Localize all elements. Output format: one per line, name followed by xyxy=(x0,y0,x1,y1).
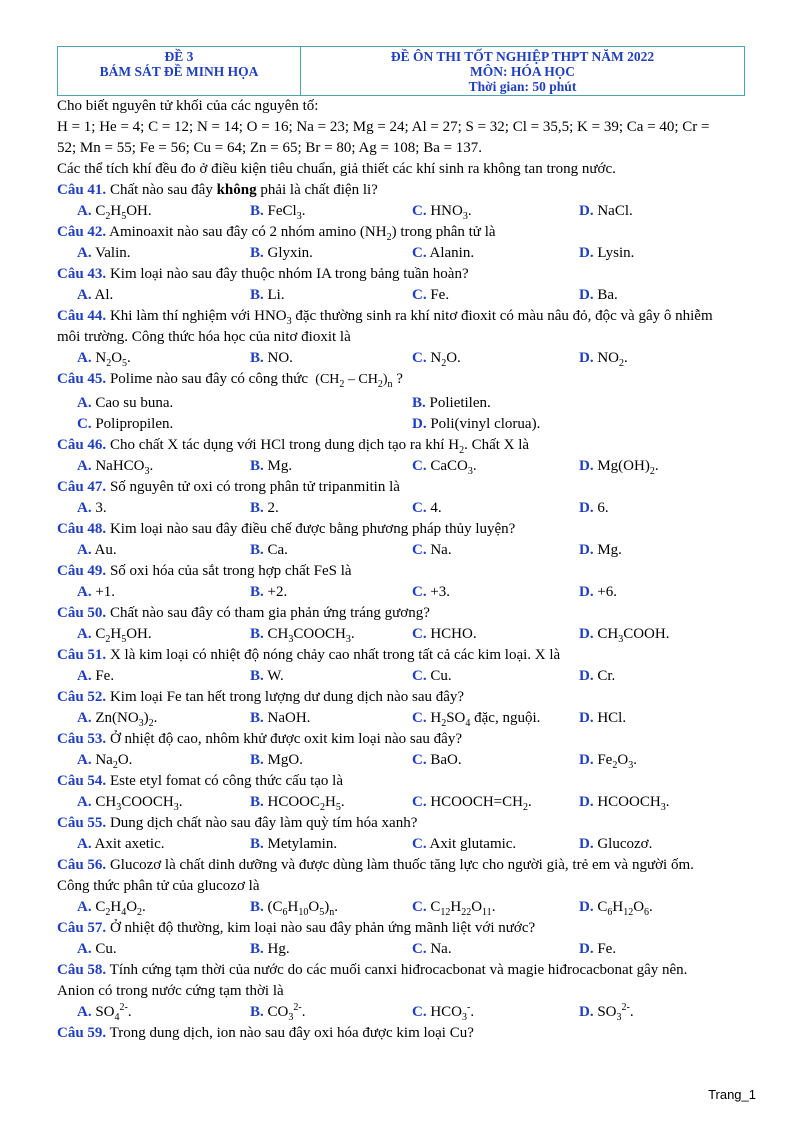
option-d: D. Poli(vinyl clorua). xyxy=(412,416,541,432)
intro-line: Các thể tích khí đều đo ở điều kiện tiêu chuẩn, giả thiết các khí sinh ra không tan trong nước. xyxy=(57,161,616,177)
option-c: C. $N_2O$. xyxy=(412,350,461,369)
options-56 xyxy=(57,897,757,918)
options-43 xyxy=(57,285,757,306)
option-b: B. NO. xyxy=(250,350,293,366)
question-52: Câu 52. Kim loại Fe tan hết trong lượng dư dung dịch nào sau đây? xyxy=(57,689,465,705)
option-a: A. Au. xyxy=(77,542,117,558)
options-44 xyxy=(57,348,757,369)
options-58 xyxy=(57,1002,757,1023)
options-51 xyxy=(57,666,757,687)
option-a: A. NaHCO$_3$. xyxy=(77,458,154,477)
question-58: Câu 58. Tính cứng tạm thời của nước do các muối canxi hiđrocacbonat và magie hiđrocacbonat gây nên. xyxy=(57,962,688,978)
options-45-row2 xyxy=(57,414,757,435)
intro-line: Cho biết nguyên tử khối của các nguyên tố: xyxy=(57,98,319,114)
option-b: B. Ca. xyxy=(250,542,288,558)
option-b: B. $CH_3COOCH_3$. xyxy=(250,626,355,645)
option-c: C. HCHO. xyxy=(412,626,477,642)
exam-subtitle: BÁM SÁT ĐỀ MINH HỌA xyxy=(99,64,259,79)
option-a: A. Al. xyxy=(77,287,114,303)
header-right xyxy=(301,47,745,96)
option-d: D. Mg. xyxy=(579,542,622,558)
question-59: Câu 59. Trong dung dịch, ion nào sau đây oxi hóa được kim loại Cu? xyxy=(57,1025,474,1041)
option-b: B. Li. xyxy=(250,287,285,303)
option-c: C. Polipropilen. xyxy=(77,416,174,432)
options-52 xyxy=(57,708,757,729)
options-55 xyxy=(57,834,757,855)
exam-duration: Thời gian: 50 phút xyxy=(468,79,577,94)
option-c: C. $HNO_3$. xyxy=(412,203,472,222)
option-a: A. Fe. xyxy=(77,668,115,684)
option-d: D. Fe. xyxy=(579,941,617,957)
options-50 xyxy=(57,624,757,645)
option-d: D. NaCl. xyxy=(579,203,633,219)
option-b: B. $(C_6H_{10}O_5)_n$. xyxy=(250,899,338,918)
option-a: A. Cao su buna. xyxy=(77,395,174,411)
question-49: Câu 49. Số oxi hóa của sắt trong hợp chất FeS là xyxy=(57,563,352,579)
question-54: Câu 54. Este etyl fomat có công thức cấu tạo là xyxy=(57,773,343,789)
option-c: C. Cu. xyxy=(412,668,452,684)
option-b: B. $HCOOC_2H_5$. xyxy=(250,794,345,813)
option-a: A. $CH_3COOCH_3$. xyxy=(77,794,183,813)
options-48 xyxy=(57,540,757,561)
option-b: B. FeCl$_3$. xyxy=(250,203,306,222)
option-c: C. $HCOOCH=CH_2$. xyxy=(412,794,532,813)
options-46 xyxy=(57,456,757,477)
option-d: D. $NO_2$. xyxy=(579,350,628,369)
options-47 xyxy=(57,498,757,519)
options-53 xyxy=(57,750,757,771)
option-c: C. Axit glutamic. xyxy=(412,836,517,852)
header-left xyxy=(58,47,301,96)
exam-code: ĐỀ 3 xyxy=(164,49,194,64)
options-41 xyxy=(57,201,757,222)
options-49 xyxy=(57,582,757,603)
question-44-cont: môi trường. Công thức hóa học của nitơ đioxit là xyxy=(57,329,351,345)
option-a: A. $SO_4^{2-}$. xyxy=(77,1002,132,1023)
question-47: Câu 47. Số nguyên tử oxi có trong phân tử tripanmitin là xyxy=(57,479,400,495)
question-55: Câu 55. Dung dịch chất nào sau đây làm quỳ tím hóa xanh? xyxy=(57,815,418,831)
options-54 xyxy=(57,792,757,813)
option-b: B. W. xyxy=(250,668,284,684)
option-c: C. Na. xyxy=(412,542,452,558)
option-a: A. $Na_2O$. xyxy=(77,752,133,771)
option-d: D. Lysin. xyxy=(579,245,635,261)
question-51: Câu 51. X là kim loại có nhiệt độ nóng chảy cao nhất trong tất cả các kim loại. X là xyxy=(57,647,561,663)
option-b: B. Mg. xyxy=(250,458,293,474)
option-d: D. $C_6H_{12}O_6$. xyxy=(579,899,653,918)
option-d: D. HCl. xyxy=(579,710,627,726)
question-46: Câu 46. Cho chất X tác dụng với HCl trong dung dịch tạo ra khí $H_2$. Chất X là xyxy=(57,437,530,456)
option-b: B. Glyxin. xyxy=(250,245,313,261)
option-a: A. +1. xyxy=(77,584,116,600)
option-a: A. 3. xyxy=(77,500,107,516)
option-d: D. Cr. xyxy=(579,668,616,684)
option-b: B. MgO. xyxy=(250,752,303,768)
question-48: Câu 48. Kim loại nào sau đây điều chế được bằng phương pháp thủy luyện? xyxy=(57,521,516,537)
option-a: A. $C_2H_5OH$. xyxy=(77,626,152,645)
exam-header xyxy=(57,46,745,96)
question-50: Câu 50. Chất nào sau đây có tham gia phản ứng tráng gương? xyxy=(57,605,430,621)
options-45-row1 xyxy=(57,393,757,414)
question-45: Câu 45. Polime nào sau đây có công thức $(CH_2 - CH_2)_n$ ? xyxy=(57,371,403,390)
option-a: A. Axit axetic. xyxy=(77,836,165,852)
question-44: Câu 44. Khi làm thí nghiệm với $HNO_3$ đặc thường sinh ra khí nitơ đioxit có màu nâu đỏ, độc và gây ô nhiễm xyxy=(57,308,713,327)
intro-line: H = 1; He = 4; C = 12; N = 14; O = 16; Na = 23; Mg = 24; Al = 27; S = 32; Cl = 35,5; K = 39; Ca = 40; Cr = xyxy=(57,119,710,135)
option-d: D. $HCOOCH_3$. xyxy=(579,794,670,813)
option-a: A. $N_2O_5$. xyxy=(77,350,131,369)
question-41: Câu 41. Chất nào sau đây không phải là chất điện li? xyxy=(57,182,378,198)
question-43: Câu 43. Kim loại nào sau đây thuộc nhóm IA trong bảng tuần hoàn? xyxy=(57,266,469,282)
question-58-cont: Anion có trong nước cứng tạm thời là xyxy=(57,983,284,999)
question-56-cont: Công thức phân tử của glucozơ là xyxy=(57,878,260,894)
options-57 xyxy=(57,939,757,960)
page-number: Trang_1 xyxy=(708,1087,756,1102)
exam-title: ĐỀ ÔN THI TỐT NGHIỆP THPT NĂM 2022 xyxy=(390,49,655,64)
option-c: C. 4. xyxy=(412,500,442,516)
question-56: Câu 56. Glucozơ là chất dinh dưỡng và được dùng làm thuốc tăng lực cho người già, trẻ em và người ốm. xyxy=(57,857,694,873)
option-b: B. Hg. xyxy=(250,941,290,957)
option-c: C. BaO. xyxy=(412,752,462,768)
option-d: D. Glucozơ. xyxy=(579,836,653,852)
option-c: C. $C_{12}H_{22}O_{11}$. xyxy=(412,899,496,918)
option-a: A. Cu. xyxy=(77,941,117,957)
exam-subject: MÔN: HÓA HỌC xyxy=(470,64,575,79)
option-c: C. Alanin. xyxy=(412,245,475,261)
option-b: B. 2. xyxy=(250,500,279,516)
option-c: C. +3. xyxy=(412,584,451,600)
polyethylene-formula: $(CH_2 - CH_2)_n$ xyxy=(311,372,393,390)
option-d: D. $SO_3^{2-}$. xyxy=(579,1002,634,1023)
option-d: D. $Fe_2O_3$. xyxy=(579,752,637,771)
option-b: B. Polietilen. xyxy=(412,395,491,411)
option-b: B. NaOH. xyxy=(250,710,311,726)
option-a: A. Valin. xyxy=(77,245,131,261)
question-42: Câu 42. Aminoaxit nào sau đây có 2 nhóm amino $(NH_2)$ trong phân tử là xyxy=(57,224,496,243)
option-b: B. $CO_3^{2-}$. xyxy=(250,1002,306,1023)
option-d: D. 6. xyxy=(579,500,609,516)
option-a: A. $C_2H_4O_2$. xyxy=(77,899,146,918)
option-d: D. $Mg(OH)_2$. xyxy=(579,458,659,477)
option-c: C. $H_2SO_4$ đặc, nguội. xyxy=(412,710,541,729)
option-a: A. $Zn(NO_3)_2$. xyxy=(77,710,158,729)
question-53: Câu 53. Ở nhiệt độ cao, nhôm khử được oxit kim loại nào sau đây? xyxy=(57,731,462,747)
option-c: C. $HCO_3^-$. xyxy=(412,1002,475,1023)
option-c: C. Na. xyxy=(412,941,452,957)
option-d: D. $CH_3COOH$. xyxy=(579,626,670,645)
option-a: A. $C_2H_5OH$. xyxy=(77,203,152,222)
intro-line: 52; Mn = 55; Fe = 56; Cu = 64; Zn = 65; Br = 80; Ag = 108; Ba = 137. xyxy=(57,140,483,156)
option-c: C. Fe. xyxy=(412,287,450,303)
option-c: C. CaCO$_3$. xyxy=(412,458,477,477)
option-b: B. +2. xyxy=(250,584,288,600)
option-d: D. Ba. xyxy=(579,287,618,303)
option-b: B. Metylamin. xyxy=(250,836,338,852)
option-d: D. +6. xyxy=(579,584,618,600)
document-page xyxy=(57,46,757,1044)
question-57: Câu 57. Ở nhiệt độ thường, kim loại nào sau đây phản ứng mãnh liệt với nước? xyxy=(57,920,536,936)
options-42 xyxy=(57,243,757,264)
